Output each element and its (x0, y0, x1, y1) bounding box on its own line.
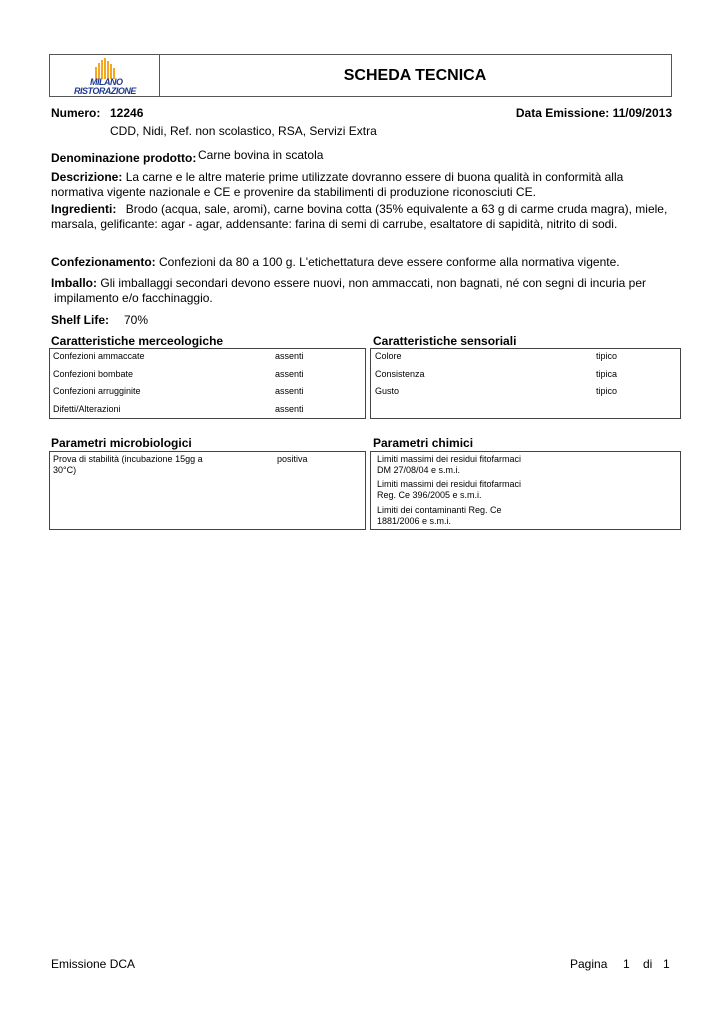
micro-row-name-line2: 30°C) (53, 465, 77, 475)
chimici-item (377, 505, 502, 527)
chimici-item-line1: Limiti massimi dei residui fitofarmaci (377, 479, 522, 489)
data-emissione-label: Data Emissione: (515, 106, 610, 120)
chimici-item-line2: Reg. Ce 396/2005 e s.m.i. (377, 490, 482, 500)
destinatari: CDD, Nidi, Ref. non scolastico, RSA, Servizi Extra (110, 124, 377, 138)
micro-row-name (53, 454, 203, 476)
sens-row-name: Consistenza (375, 369, 425, 379)
chimici-item-line2: 1881/2006 e s.m.i. (377, 516, 452, 526)
footer-total-pages: 1 (663, 957, 670, 971)
sens-row-value: tipico (596, 386, 618, 396)
chimici-table (370, 451, 681, 530)
sensoriali-title: Caratteristiche sensoriali (373, 334, 517, 348)
footer-di-label: di (643, 957, 653, 971)
footer-page-number: 1 (623, 957, 630, 971)
merce-row-name: Confezioni ammaccate (53, 351, 145, 361)
merceologiche-title: Caratteristiche merceologiche (51, 334, 224, 348)
company-logo (70, 57, 146, 97)
descrizione-label: Descrizione: (51, 170, 123, 184)
sens-row-name: Gusto (375, 386, 400, 396)
merce-row-name: Confezioni bombate (53, 369, 134, 379)
micro-row-name-line1: Prova di stabilità (incubazione 15gg a (53, 454, 203, 464)
descrizione-block (51, 170, 691, 200)
logo-line1: MILANO (90, 77, 123, 87)
confezionamento-block (51, 255, 701, 270)
merce-row-value: assenti (275, 369, 304, 379)
page-title: SCHEDA TECNICA (343, 66, 487, 84)
merce-row-name: Difetti/Alterazioni (53, 404, 121, 414)
chimici-item-line1: Limiti massimi dei residui fitofarmaci (377, 454, 522, 464)
merce-row-value: assenti (275, 404, 304, 414)
microbiologici-table (49, 451, 366, 530)
chimici-item-line1: Limiti dei contaminanti Reg. Ce (377, 505, 502, 515)
ingredienti-line1: Brodo (acqua, sale, aromi), carne bovina cotta (35% equivalente a 63 g di carme cruda magra), miele, (125, 202, 668, 216)
ingredienti-label: Ingredienti: (51, 202, 117, 216)
data-emissione (516, 106, 672, 120)
footer-emissione: Emissione DCA (51, 957, 136, 971)
chimici-item (377, 479, 521, 501)
imballo-line1: Gli imballaggi secondari devono essere nuovi, non ammaccati, non bagnati, né con segni di incuria per (100, 276, 647, 290)
numero-value: 12246 (110, 106, 144, 120)
microbiologici-title: Parametri microbiologici (51, 436, 192, 450)
confezionamento-label: Confezionamento: (51, 255, 156, 269)
merce-row-value: assenti (275, 386, 304, 396)
shelf-life-label: Shelf Life: (51, 313, 110, 327)
logo-line2: RISTORAZIONE (74, 86, 136, 96)
sensoriali-table (370, 348, 681, 419)
sens-row-value: tipica (596, 369, 618, 379)
chimici-item (377, 454, 521, 476)
footer-pagina-label: Pagina (570, 957, 608, 971)
descrizione-line2: normativa vigente nazionale e CE e provenire da stabilimenti di produzione riconosciuti CE. (51, 185, 536, 199)
denominazione-label: Denominazione prodotto: (51, 151, 197, 165)
numero-label: Numero: (51, 106, 101, 120)
confezionamento-value: Confezioni da 80 a 100 g. L'etichettatura deve essere conforme alla normativa vigente. (159, 255, 620, 269)
chimici-title: Parametri chimici (373, 436, 474, 450)
descrizione-line1: La carne e le altre materie prime utilizzate dovranno essere di buona qualità in conformità alla (125, 170, 624, 184)
merceologiche-table (49, 348, 366, 419)
imballo-line2: impilamento e/o facchinaggio. (54, 291, 213, 305)
ingredienti-line2: marsala, gelificante: agar - agar, addensante: farina di semi di carrube, esaltatore di sapidità, nitrito di sodi. (51, 217, 618, 231)
chimici-item-line2: DM 27/08/04 e s.m.i. (377, 465, 461, 475)
shelf-life-value: 70% (124, 313, 149, 327)
merce-row-value: assenti (275, 351, 304, 361)
header-box (49, 54, 672, 97)
imballo-label: Imballo: (51, 276, 98, 290)
micro-row-value: positiva (277, 454, 308, 464)
imballo-block (51, 276, 701, 306)
sens-row-value: tipico (596, 351, 618, 361)
merce-row-name: Confezioni arrugginite (53, 386, 141, 396)
sens-row-name: Colore (375, 351, 402, 361)
data-emissione-value: 11/09/2013 (612, 106, 672, 120)
denominazione-value: Carne bovina in scatola (198, 148, 324, 162)
ingredienti-block (51, 202, 701, 232)
